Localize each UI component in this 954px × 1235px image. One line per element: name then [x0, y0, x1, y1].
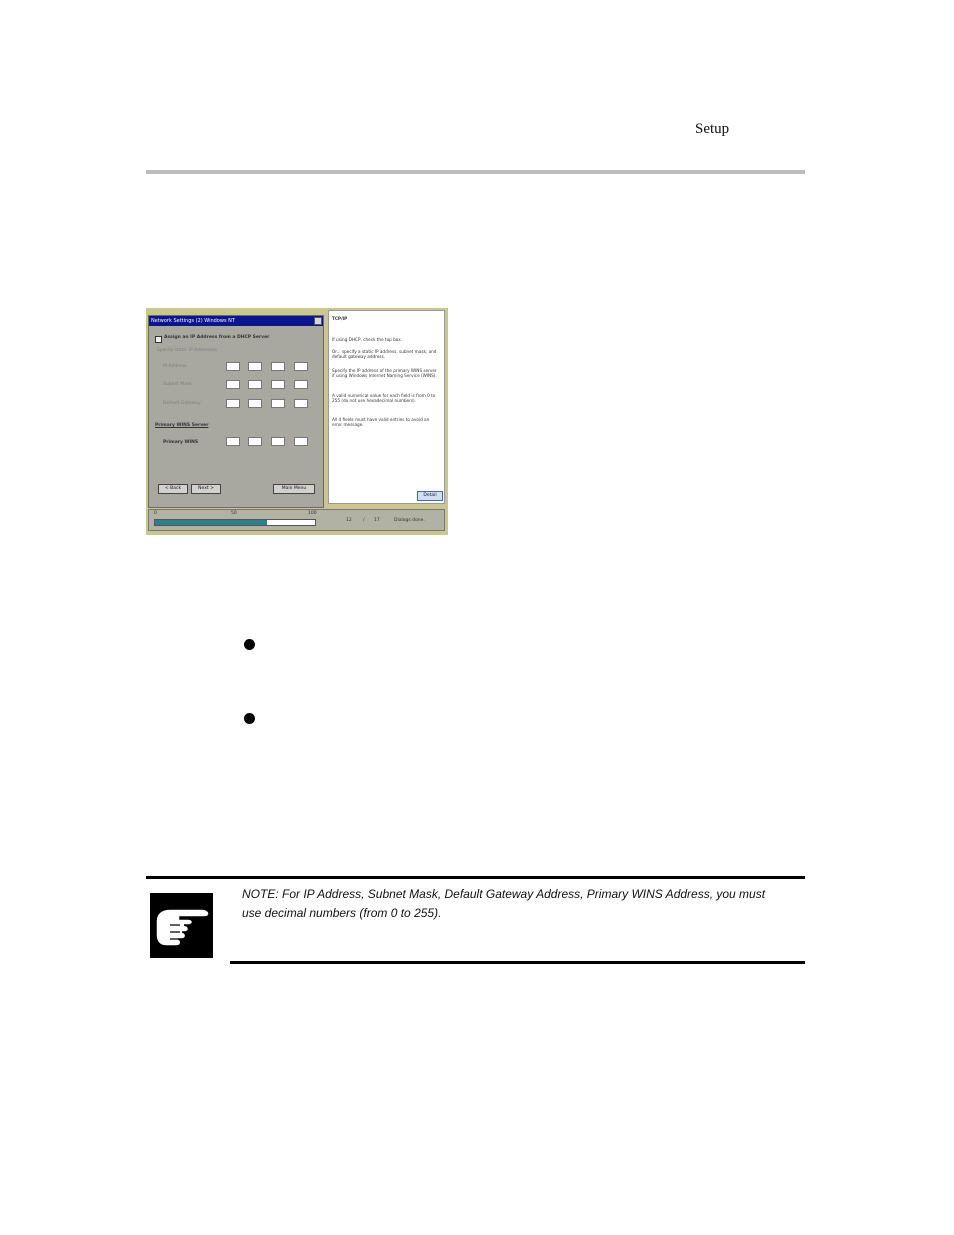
subnet-mask-octet-4[interactable] [294, 380, 308, 389]
default-gateway-label: Default Gateway [163, 401, 201, 406]
back-button[interactable]: < Back [158, 484, 188, 494]
dialog-title: Network Settings (2) Windows NT [149, 316, 323, 326]
wins-octet-3[interactable] [271, 437, 285, 446]
progress-bar [154, 519, 316, 526]
bullet-point [244, 639, 255, 650]
default-gateway-octet-3[interactable] [271, 399, 285, 408]
running-head: Setup [695, 121, 730, 137]
status-text: Dialogs done. [394, 518, 425, 523]
primary-wins-label: Primary WINS [163, 440, 199, 445]
progress-scale-50: 50 [231, 511, 237, 516]
bullet-point [244, 713, 255, 724]
close-icon[interactable] [314, 317, 322, 325]
default-gateway-octet-1[interactable] [226, 399, 240, 408]
pointing-hand-icon [150, 893, 213, 958]
help-panel [328, 310, 445, 504]
ip-address-octet-2[interactable] [248, 362, 262, 371]
ip-address-octet-1[interactable] [226, 362, 240, 371]
step-current: 12 [346, 518, 352, 523]
next-button[interactable]: Next > [191, 484, 221, 494]
subnet-mask-octet-3[interactable] [271, 380, 285, 389]
header-rule [146, 170, 805, 174]
ip-address-octet-4[interactable] [294, 362, 308, 371]
help-paragraph: Specify the IP address of the primary WINS server if using Windows Internet Naming Service (WINS). [332, 368, 437, 378]
progress-scale-0: 0 [154, 511, 157, 516]
wins-octet-2[interactable] [248, 437, 262, 446]
help-paragraph: All 4 fields must have valid entries to avoid an error message. [332, 417, 430, 427]
help-paragraph: A valid numerical value for each field is from 0 to 255 (do not use hexadecimal numbers). [332, 393, 436, 403]
progress-fill [155, 520, 267, 525]
subnet-mask-label: Subnet Mask [163, 382, 192, 387]
wins-section-label: Primary WINS Server [155, 423, 209, 428]
specify-static-label: Specify static IP Addresses [157, 348, 218, 353]
wins-octet-1[interactable] [226, 437, 240, 446]
step-separator: / [363, 518, 365, 523]
note-top-rule [146, 876, 805, 879]
ip-address-label: IP Address [163, 364, 187, 369]
default-gateway-octet-2[interactable] [248, 399, 262, 408]
default-gateway-octet-4[interactable] [294, 399, 308, 408]
wins-octet-4[interactable] [294, 437, 308, 446]
status-bar [148, 509, 445, 531]
help-paragraph: Or... specify a static IP address, subnet mask, and default gateway address. [332, 349, 437, 359]
subnet-mask-octet-1[interactable] [226, 380, 240, 389]
note-bottom-rule [230, 961, 805, 964]
detail-button[interactable]: Detail [417, 491, 443, 501]
ip-address-octet-3[interactable] [271, 362, 285, 371]
help-paragraph: If using DHCP, check the top box. [332, 337, 403, 342]
main-menu-button[interactable]: Main Menu [273, 484, 315, 494]
screenshot-figure [146, 308, 448, 535]
note-text: NOTE: For IP Address, Subnet Mask, Default Gateway Address, Primary WINS Address, you must use decimal numbers (from 0 to 255). [242, 887, 766, 920]
step-total: 17 [374, 518, 380, 523]
dhcp-checkbox[interactable] [155, 336, 162, 343]
network-settings-dialog [148, 315, 324, 508]
subnet-mask-octet-2[interactable] [248, 380, 262, 389]
dhcp-checkbox-label: Assign an IP Address from a DHCP Server [164, 335, 270, 340]
help-heading: TCP/IP [332, 316, 348, 321]
progress-scale-100: 100 [308, 511, 317, 516]
